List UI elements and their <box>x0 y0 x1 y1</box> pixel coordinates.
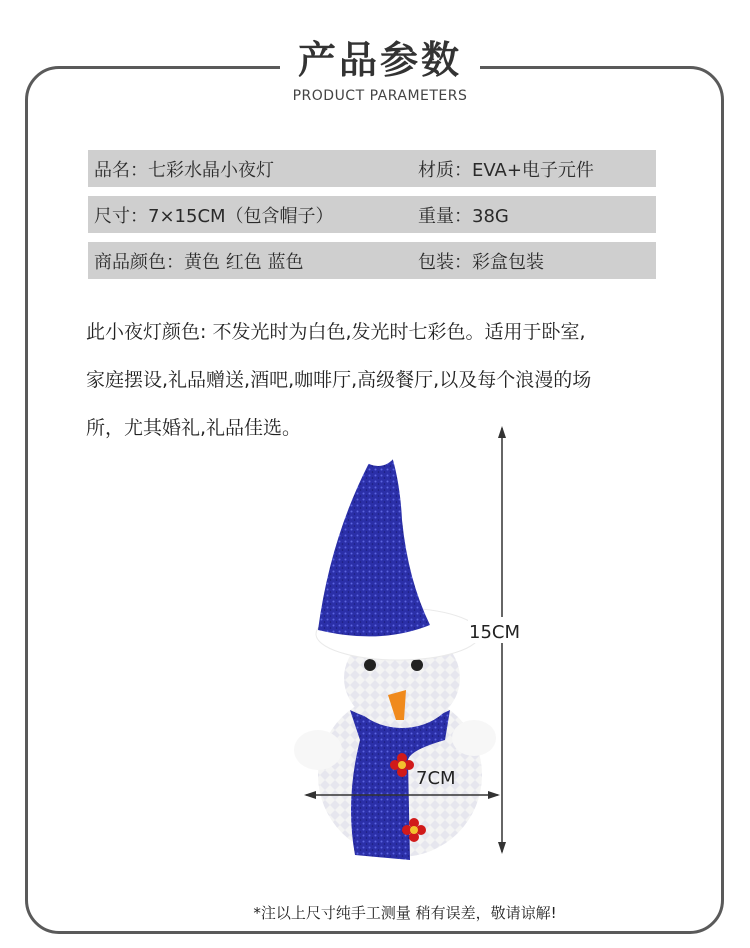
param-weight: 重量：38G <box>418 205 509 227</box>
section-title: 产品参数 <box>297 38 462 82</box>
height-label: 15CM <box>469 622 521 643</box>
description-line: 家庭摆设,礼品赠送,酒吧,咖啡厅,高级餐厅,以及每个浪漫的场 <box>86 369 592 391</box>
param-material: 材质：EVA+电子元件 <box>418 159 594 181</box>
param-name: 品名：七彩水晶小夜灯 <box>94 159 274 181</box>
param-colors: 商品颜色：黄色 红色 蓝色 <box>94 251 304 273</box>
section-subtitle: PRODUCT PARAMETERS <box>292 88 468 104</box>
description-line: 此小夜灯颜色: 不发光时为白色,发光时七彩色。适用于卧室, <box>86 321 586 343</box>
footer-note: *注以上尺寸纯手工测量 稍有误差，敬请谅解! <box>253 904 557 922</box>
param-size: 尺寸：7×15CM（包含帽子） <box>94 205 334 227</box>
description-line: 所，尤其婚礼,礼品佳选。 <box>86 417 302 439</box>
width-label: 7CM <box>416 768 456 789</box>
param-packaging: 包装：彩盒包装 <box>418 251 544 273</box>
